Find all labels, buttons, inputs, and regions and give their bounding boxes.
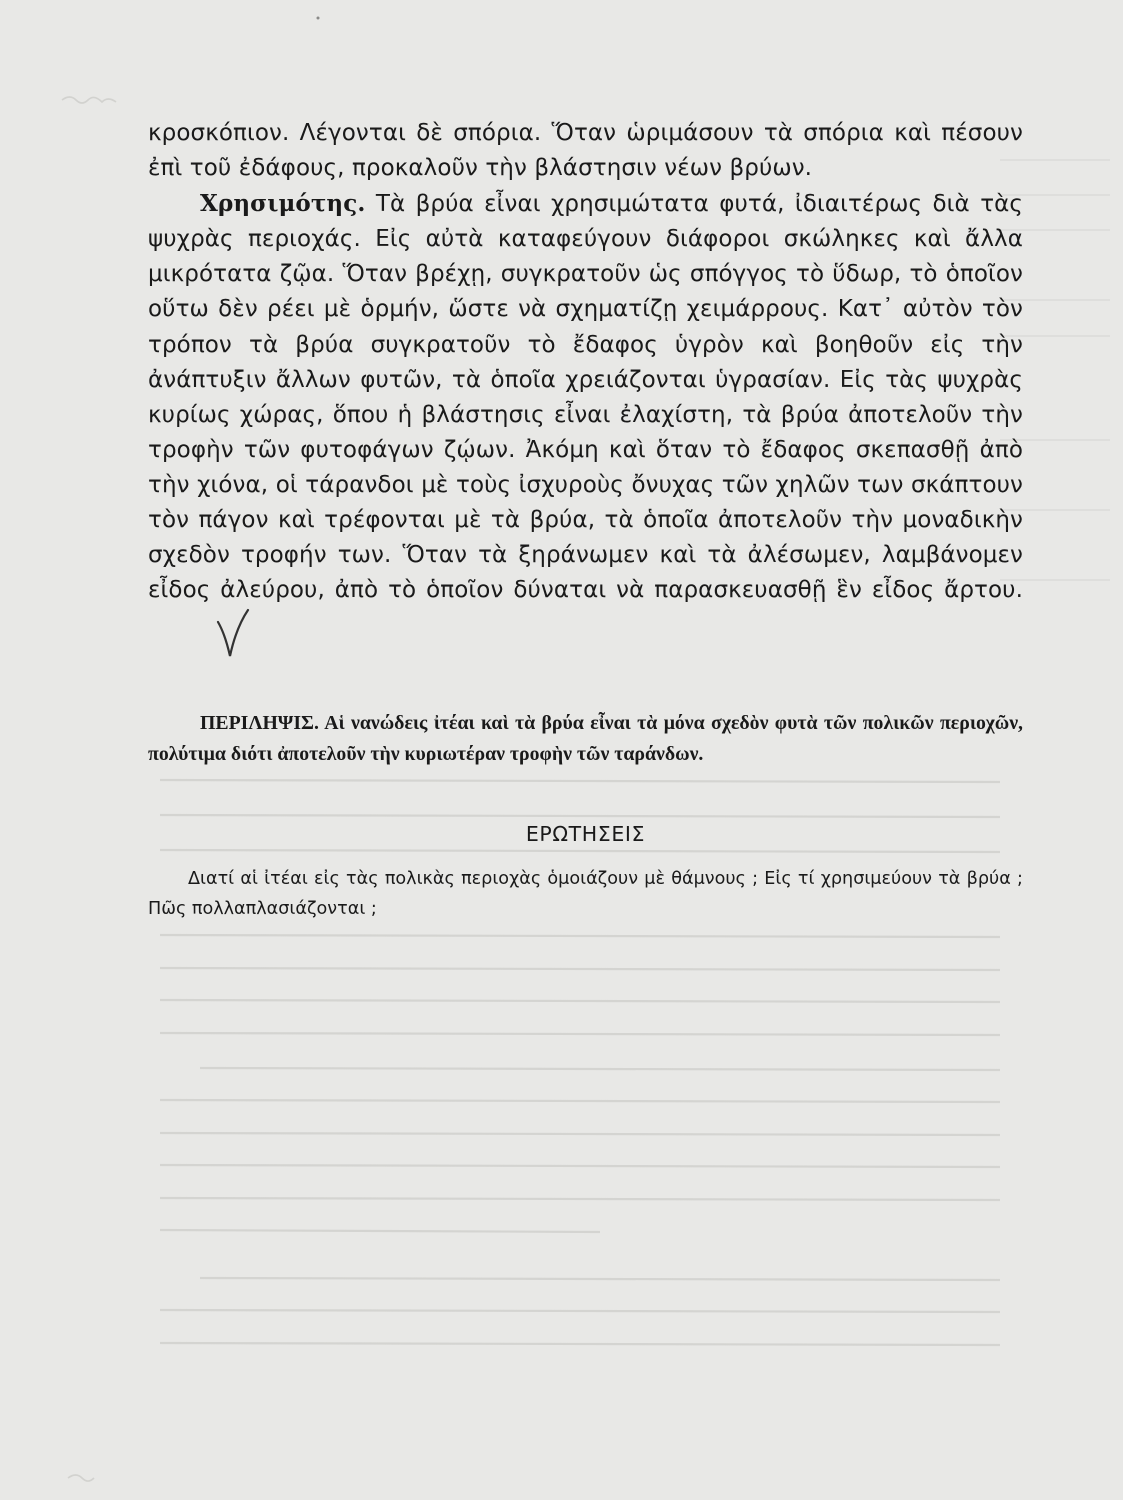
- questions-heading: ΕΡΩΤΗΣΕΙΣ: [525, 822, 646, 846]
- questions: [148, 864, 1023, 924]
- summary-text: ΠΕΡΙΛΗΨΙΣ. Αἱ νανώδεις ἰτέαι καὶ τὰ βρύα εἶναι τὰ μόνα σχεδὸν φυτὰ τῶν πολικῶν περιοχῶν, πολύτιμα διότι ἀποτελοῦν τὴν κυριωτέραν τροφὴν τῶν ταράνδων.: [148, 712, 1023, 765]
- main-text: [148, 116, 1023, 671]
- checkmark-icon: [164, 608, 250, 671]
- paragraph-usefulness: [148, 186, 1023, 671]
- paragraph-usefulness-body: Τὰ βρύα εἶναι χρησιμώτατα φυτά, ἰδιαιτέρως διὰ τὰς ψυχρὰς περιοχάς. Εἰς αὐτὰ καταφεύγουν διάφοροι σκώληκες καὶ ἄλλα μικρότατα ζῷα. Ὅταν βρέχῃ, συγκρατοῦν ὡς σπόγγος τὸ ὕδωρ, τὸ ὁποῖον οὕτω δὲν ρέει μὲ ὁρμήν, ὥστε νὰ σχηματίζῃ χειμάρρους. Κατ᾽ αὐτὸν τὸν τρόπον τὰ βρύα συγκρατοῦν τὸ ἔδαφος ὑγρὸν καὶ βοηθοῦν εἰς τὴν ἀνάπτυξιν ἄλλων φυτῶν, τὰ ὁποῖα χρειάζονται ὑγρασίαν. Εἰς τὰς ψυχρὰς κυρίως χώρας, ὅπου ἡ βλάστησις εἶναι ἐλαχίστη, τὰ βρύα ἀποτελοῦν τὴν τροφὴν τῶν φυτοφάγων ζῴων. Ἀκόμη καὶ ὅταν τὸ ἔδαφος σκεπασθῇ ἀπὸ τὴν χιόνα, οἱ τάρανδοι μὲ τοὺς ἰσχυροὺς ὄνυχας τῶν χηλῶν των σκάπτουν τὸν πάγον καὶ τρέφονται μὲ τὰ βρύα, τὰ ὁποῖα ἀποτελοῦν τὴν μοναδικὴν σχεδὸν τροφήν των. Ὅταν τὰ ξηράνωμεν καὶ τὰ ἀλέσωμεν, λαμβάνομεν εἶδος ἀλεύρου, ἀπὸ τὸ ὁποῖον δύναται νὰ παρασκευασθῇ ἓν εἶδος ἄρτου.: [148, 191, 1023, 604]
- paragraph-spores: κροσκόπιον. Λέγονται δὲ σπόρια. Ὅταν ὡριμάσουν τὰ σπόρια καὶ πέσουν ἐπὶ τοῦ ἐδάφους, προκαλοῦν τὴν βλάστησιν νέων βρύων.: [148, 120, 1023, 182]
- questions-text: Διατί αἱ ἰτέαι εἰς τὰς πολικὰς περιοχὰς ὁμοιάζουν μὲ θάμνους ; Εἰς τί χρησιμεύουν τὰ βρύα ; Πῶς πολλαπλασιάζονται ;: [148, 869, 1023, 919]
- term-usefulness: Χρησιμότης.: [200, 190, 366, 218]
- summary: [148, 708, 1023, 770]
